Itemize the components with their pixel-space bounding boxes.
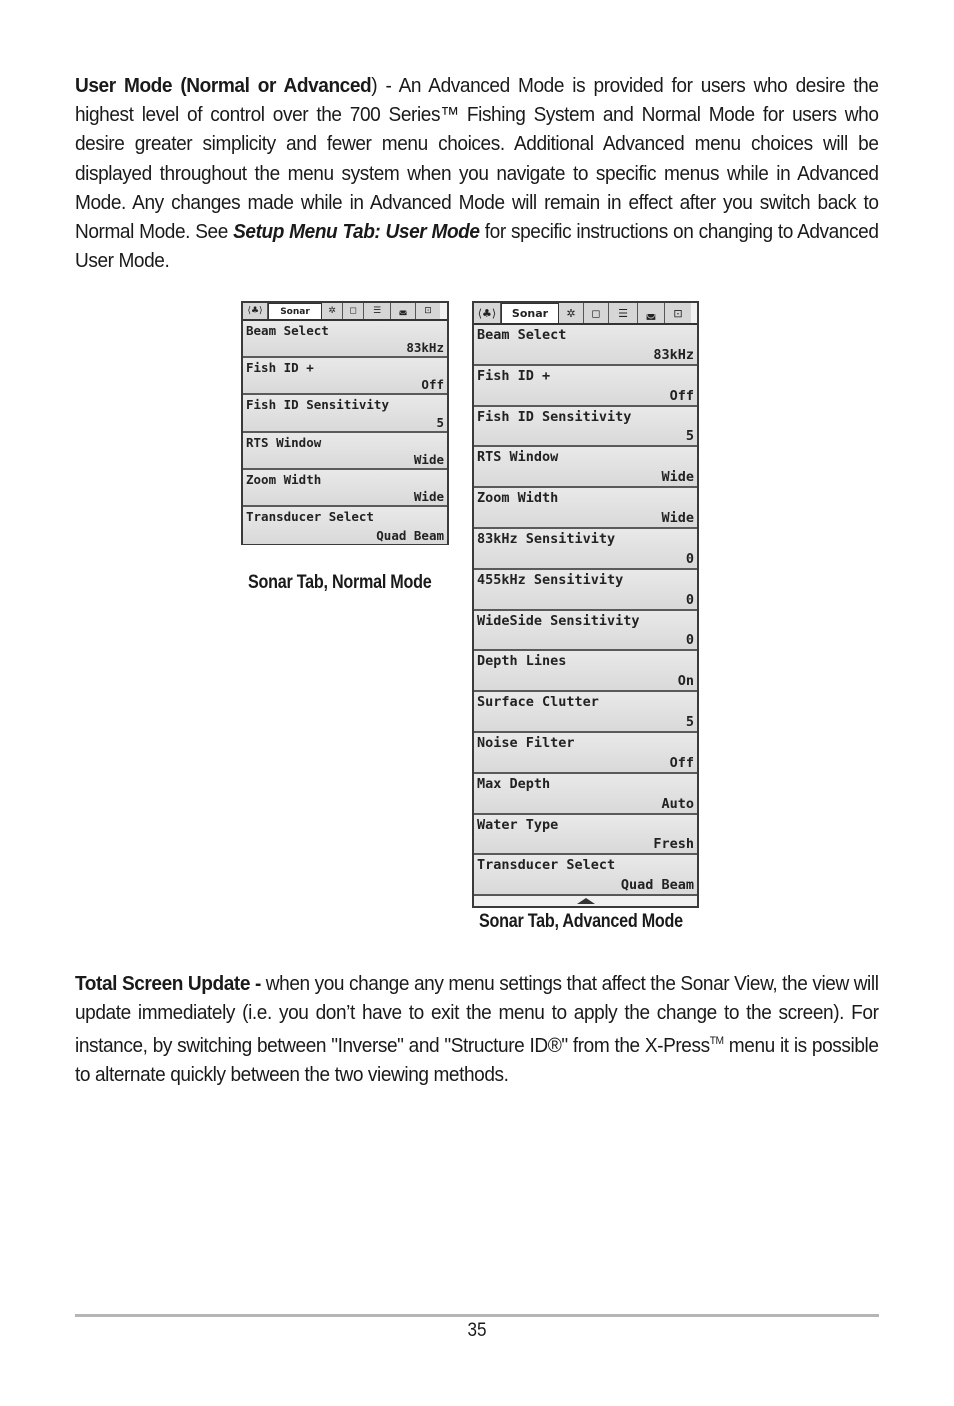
total-screen-update-text-b: menu it is possible to alternate quickly between the two viewing methods. (75, 1034, 879, 1087)
menu-item-rts-window[interactable] (243, 433, 447, 470)
menu-item-value: 0 (685, 632, 694, 649)
menu-item-rts-window[interactable] (474, 447, 697, 488)
menu-item-value: 5 (685, 713, 694, 730)
menu-item-label: Water Type (477, 816, 559, 833)
menu-item-zoom-width[interactable] (474, 488, 697, 529)
menu-item-value: Off (669, 754, 694, 771)
trademark-superscript: TM (709, 1035, 724, 1048)
navigation-tab-icon[interactable]: ⊡ (416, 303, 440, 319)
caption-normal-mode: Sonar Tab, Normal Mode (248, 572, 432, 593)
menu-item-value: Fresh (653, 836, 694, 853)
chart-tab-icon[interactable]: ◛ (391, 303, 416, 319)
menu-item-depth-lines[interactable] (474, 651, 697, 692)
menu-item-value: 0 (685, 550, 694, 567)
menu-item-value: 83kHz (406, 340, 444, 356)
menu-items (474, 325, 697, 896)
user-mode-heading: User Mode (Normal or Advanced (75, 74, 372, 97)
navigation-tab-icon[interactable]: ⊡ (665, 303, 691, 323)
menu-item-value: Wide (413, 488, 444, 504)
menu-tab-bar (474, 303, 697, 325)
menu-item-label: Max Depth (477, 775, 551, 792)
menu-item-label: Fish ID Sensitivity (477, 408, 632, 425)
total-screen-update-heading: Total Screen Update - (75, 972, 261, 995)
menu-item-label: Fish ID + (246, 360, 314, 376)
total-screen-update-text-a: when you change any menu settings that affect the Sonar View, the view will update immediately (i.e. you don’t have to exit the menu to apply the change to the screen). For instance, by switching between "Inverse" and "Structure ID®" from the X-Press (75, 972, 879, 1058)
menu-item-label: Zoom Width (246, 471, 322, 487)
menu-item-fish-id[interactable] (474, 366, 697, 407)
menu-item-value: Off (669, 387, 694, 404)
views-tab-icon[interactable]: ◻ (343, 303, 364, 319)
sonar-menu-normal (241, 301, 449, 545)
menu-item-wideside-sensitivity[interactable] (474, 611, 697, 652)
menu-item-label: 83kHz Sensitivity (477, 530, 616, 547)
total-screen-update-paragraph (75, 969, 879, 1090)
user-mode-text-a: ) - An Advanced Mode is provided for users who desire the highest level of control over the 700 Series™ Fishing System and Normal Mode for users who desire greater simplicity and fewer menu choices. Additional Advanced menu choices will be displayed throughout the menu system when you navigate to specific menus while in Advanced Mode. Any changes made while in Advanced Mode will remain in effect after you switch back to Normal Mode. See (75, 74, 879, 244)
tab-sonar[interactable]: Sonar (268, 303, 322, 319)
menu-item-label: Beam Select (246, 323, 329, 338)
menu-item-value: On (677, 673, 694, 690)
menu-item-83khz-sensitivity[interactable] (474, 529, 697, 570)
menu-item-value: 0 (685, 591, 694, 608)
menu-item-label: Surface Clutter (477, 694, 599, 711)
menu-item-label: Depth Lines (477, 653, 567, 670)
alarms-tab-icon[interactable]: ⟨♣⟩ (243, 303, 268, 319)
menu-item-label: Transducer Select (246, 508, 374, 524)
menu-item-value: 5 (685, 428, 694, 445)
menu-item-label: Transducer Select (477, 857, 616, 874)
menu-item-value: Quad Beam (620, 877, 694, 894)
footer-divider (75, 1314, 879, 1317)
menu-item-fish-id-sensitivity[interactable] (243, 395, 447, 432)
menu-item-transducer-select[interactable] (243, 507, 447, 544)
menu-item-value: Auto (661, 795, 694, 812)
menu-item-label: Zoom Width (477, 490, 559, 507)
user-mode-paragraph (75, 71, 879, 275)
menu-item-label: 455kHz Sensitivity (477, 571, 624, 588)
views-tab-icon[interactable]: ◻ (584, 303, 609, 323)
user-mode-text-b: for specific instructions on changing to Advanced User Mode. (75, 220, 879, 273)
page-number: 35 (467, 1320, 487, 1341)
menu-item-water-type[interactable] (474, 815, 697, 856)
accessories-tab-icon[interactable]: ☰ (609, 303, 638, 323)
setup-tab-icon[interactable]: ✲ (322, 303, 343, 319)
menu-item-label: Fish ID Sensitivity (246, 397, 389, 413)
menu-item-value: Wide (413, 451, 444, 467)
chart-tab-icon[interactable]: ◛ (638, 303, 665, 323)
sonar-menu-advanced (472, 301, 699, 908)
menu-item-beam-select[interactable] (243, 321, 447, 358)
menu-item-label: Fish ID + (477, 367, 551, 384)
menu-item-label: Noise Filter (477, 734, 575, 751)
menu-item-value: Wide (661, 469, 694, 486)
caption-advanced-mode: Sonar Tab, Advanced Mode (479, 911, 683, 932)
tab-sonar[interactable]: Sonar (501, 303, 559, 323)
menu-item-zoom-width[interactable] (243, 470, 447, 507)
menu-item-transducer-select[interactable] (474, 855, 697, 896)
menu-item-noise-filter[interactable] (474, 733, 697, 774)
alarms-tab-icon[interactable]: ⟨♣⟩ (474, 303, 501, 323)
menu-item-value: Wide (661, 509, 694, 526)
menu-item-value: Off (421, 377, 444, 393)
menu-item-surface-clutter[interactable] (474, 692, 697, 733)
setup-menu-reference: Setup Menu Tab: User Mode (233, 220, 480, 244)
menu-tab-bar (243, 303, 447, 321)
menu-item-fish-id-sensitivity[interactable] (474, 407, 697, 448)
menu-item-fish-id[interactable] (243, 358, 447, 395)
menu-item-label: WideSide Sensitivity (477, 612, 640, 629)
menu-item-label: RTS Window (246, 434, 322, 450)
scroll-up-arrow-icon[interactable] (474, 895, 697, 906)
menu-item-value: 5 (436, 414, 444, 430)
menu-item-value: Quad Beam (376, 528, 444, 544)
menu-item-value: 83kHz (653, 346, 694, 363)
menu-item-max-depth[interactable] (474, 774, 697, 815)
menu-item-label: Beam Select (477, 327, 567, 343)
menu-item-beam-select[interactable] (474, 325, 697, 366)
accessories-tab-icon[interactable]: ☰ (364, 303, 391, 319)
menu-item-455khz-sensitivity[interactable] (474, 570, 697, 611)
menu-items (243, 321, 447, 544)
setup-tab-icon[interactable]: ✲ (559, 303, 584, 323)
menu-item-label: RTS Window (477, 449, 559, 466)
